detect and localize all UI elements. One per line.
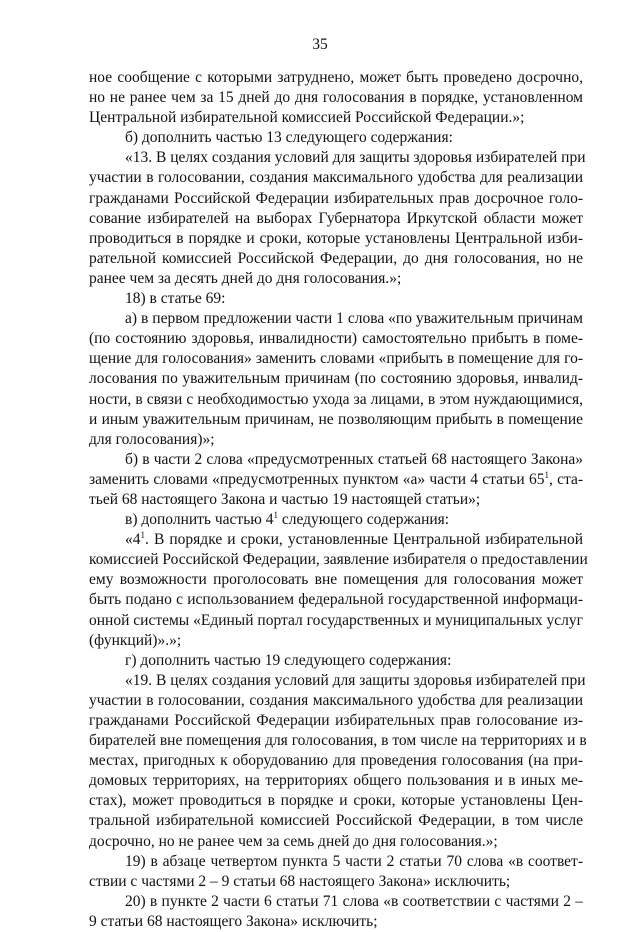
paragraph-part-19 xyxy=(89,671,587,852)
text-line: тьей 68 настоящего Закона и частью 19 настоящей статьи»; xyxy=(89,490,481,508)
paragraph-item-b-part-2 xyxy=(89,450,583,510)
text-line: ности, в связи с необходимостью ухода за лицами, в этом нуждающимися, xyxy=(89,390,583,408)
text-fragment: заменить словами «предусмотренных пунктом «а» части 4 статьи 65 xyxy=(89,470,545,488)
superscript: 1 xyxy=(544,469,549,480)
text-line xyxy=(89,530,583,550)
text-line: сование избирателей на выборах Губернатора Иркутской области может xyxy=(89,209,583,227)
text-line: гражданами Российской Федерации избирательных прав досрочное голо- xyxy=(89,189,583,207)
paragraph-item-19 xyxy=(89,852,583,892)
text-fragment: «4 xyxy=(125,531,141,549)
document-body xyxy=(89,68,588,932)
text-line: щение для голосования» заменить словами «прибыть в помещение для го- xyxy=(89,350,583,368)
text-line: но не ранее чем за 15 дней до дня голосования в порядке, установленном xyxy=(89,89,583,107)
text-line: онной системы «Единый портал государственных и муниципальных услуг xyxy=(89,611,583,629)
text-line: участии в голосовании, создания максимального удобства для реализации xyxy=(89,691,583,709)
text-line: Центральной избирательной комиссией Российской Федерации.»; xyxy=(89,109,525,127)
text-line: «19. В целях создания условий для защиты здоровья избирателей при xyxy=(125,671,586,689)
paragraph-part-13 xyxy=(89,148,586,289)
paragraph-item-b xyxy=(89,128,583,148)
text-line: местах, пригодных к оборудованию для проведения голосования (на при- xyxy=(89,752,583,770)
text-line xyxy=(89,510,583,530)
text-line: тральной избирательной комиссией Российской Федерации, в том числе xyxy=(89,812,583,830)
paragraph-continuation xyxy=(89,68,583,128)
text-line: «13. В целях создания условий для защиты здоровья избирателей при xyxy=(125,149,586,167)
text-fragment: , ста- xyxy=(548,470,583,488)
text-line: и иным уважительным причинам, не позволяющим прибыть в помещение xyxy=(89,410,583,428)
text-line: ему возможности проголосовать вне помещения для голосования может xyxy=(89,571,583,589)
text-line: лосования по уважительным причинам (по состоянию здоровья, инвалид- xyxy=(89,370,583,388)
text-line: для голосования)»; xyxy=(89,430,215,448)
text-line xyxy=(89,470,583,490)
text-line: ствии с частями 2 – 9 статьи 68 настоящего Закона» исключить; xyxy=(89,872,511,890)
text-line: г) дополнить частью 19 следующего содержания: xyxy=(125,651,452,669)
text-line: гражданами Российской Федерации избирательных прав голосование из- xyxy=(89,712,583,729)
text-line: 18) в статье 69: xyxy=(125,290,226,308)
paragraph-item-20 xyxy=(89,892,583,932)
paragraph-item-a xyxy=(89,309,583,450)
text-line: б) дополнить частью 13 следующего содержания: xyxy=(125,129,453,147)
text-line: б) в части 2 слова «предусмотренных статьей 68 настоящего Закона» xyxy=(125,450,583,468)
superscript: 1 xyxy=(140,530,145,540)
text-line: ранее чем за десять дней до дня голосования.»; xyxy=(89,269,402,287)
text-line: участии в голосовании, создания максимального удобства для реализации xyxy=(89,169,583,187)
paragraph-item-18 xyxy=(89,289,583,309)
paragraph-item-v xyxy=(89,510,583,530)
text-line: рательной комиссией Российской Федерации, до дня голосования, но не xyxy=(89,249,583,267)
superscript: 1 xyxy=(273,509,278,520)
page-number: 35 xyxy=(312,36,328,53)
text-line: бирателей вне помещения для голосования, в том числе на территориях и в xyxy=(89,732,587,750)
text-line: 19) в абзаце четвертом пункта 5 части 2 статьи 70 слова «в соответ- xyxy=(125,852,583,870)
text-fragment: следующего содержания: xyxy=(277,511,450,529)
text-fragment: . В порядке и сроки, установленные Центральной избирательной xyxy=(145,531,583,549)
text-line: ное сообщение с которыми затруднено, может быть проведено досрочно, xyxy=(89,69,583,86)
paragraph-part-4-1 xyxy=(89,530,588,651)
paragraph-item-g xyxy=(89,651,583,671)
text-line: домовых территориях, на территориях общего пользования и в иных ме- xyxy=(89,772,583,790)
text-line: досрочно, но не ранее чем за семь дней до дня голосования.»; xyxy=(89,832,498,850)
text-line: (функций)».»; xyxy=(89,631,182,649)
text-line: а) в первом предложении части 1 слова «по уважительным причинам xyxy=(125,310,583,328)
text-line: проводиться в порядке и сроки, которые установлены Центральной изби- xyxy=(89,229,583,247)
text-line: комиссией Российской Федерации, заявление избирателя о предоставлении xyxy=(89,551,588,569)
text-line: 9 статьи 68 настоящего Закона» исключить; xyxy=(89,912,378,930)
text-line: быть подано с использованием федеральной государственной информаци- xyxy=(89,591,583,609)
text-line: (по состоянию здоровья, инвалидности) самостоятельно прибыть в поме- xyxy=(89,330,583,348)
text-fragment: в) дополнить частью 4 xyxy=(125,511,274,529)
text-line: 20) в пункте 2 части 6 статьи 71 слова «в соответствии с частями 2 – xyxy=(125,892,583,910)
text-line: стах), может проводиться в порядке и сроки, которые установлены Цен- xyxy=(89,792,583,810)
